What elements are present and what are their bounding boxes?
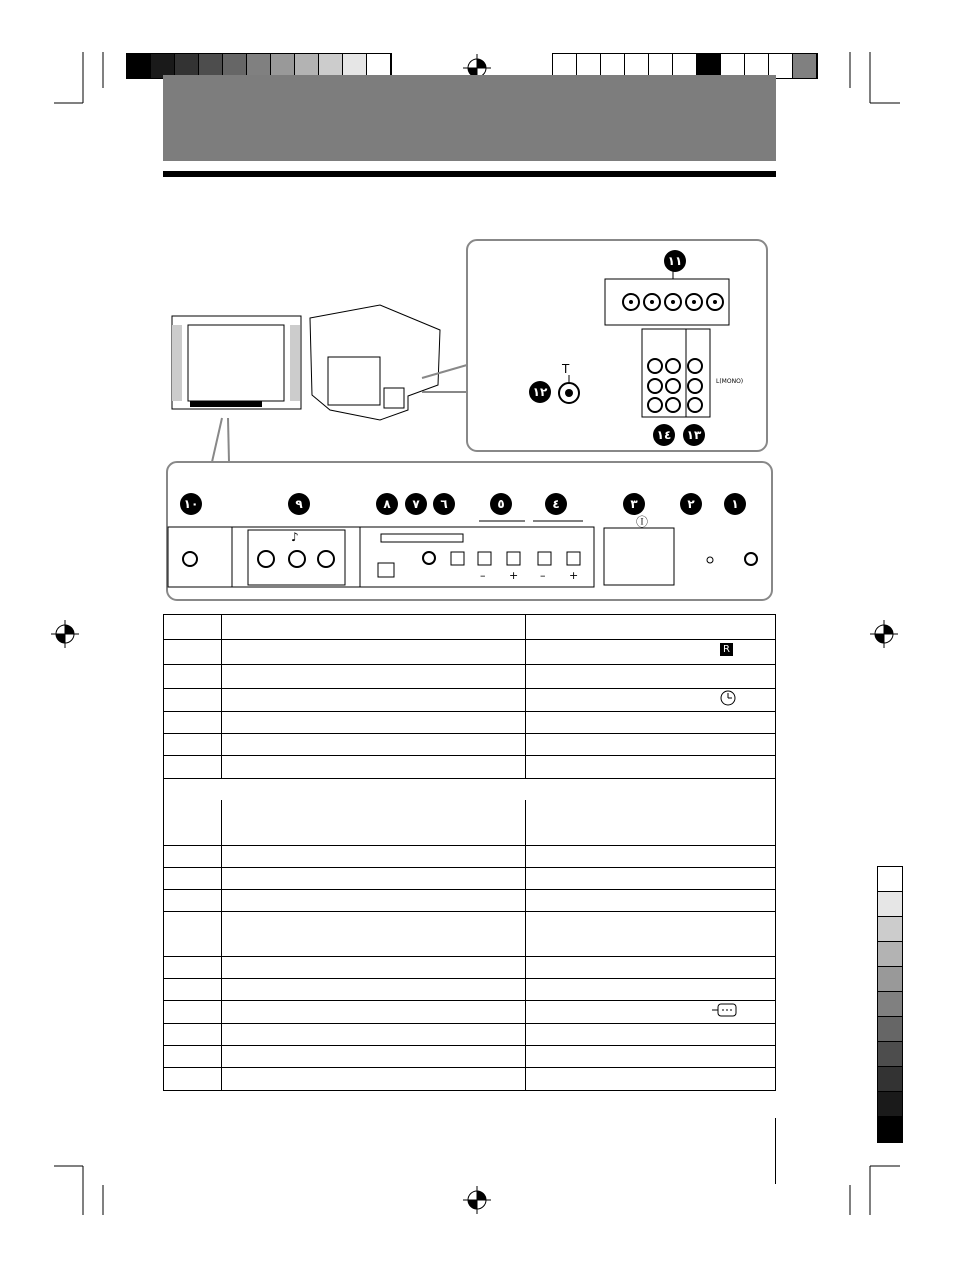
table-column-divider: [221, 845, 222, 867]
clock-icon: [719, 689, 737, 707]
table-column-divider: [525, 911, 526, 956]
table-row: [163, 889, 776, 912]
table-row: [163, 711, 776, 734]
callout-14: ١٤: [653, 424, 675, 446]
callout-5: ٥: [490, 493, 512, 515]
table-column-divider: [221, 956, 222, 978]
callout-13: ١٣: [683, 424, 705, 446]
table-column-divider: [525, 1067, 526, 1090]
table-row: [163, 688, 776, 712]
table-column-divider: [221, 1000, 222, 1023]
table-column-divider: [525, 978, 526, 1000]
table-row: [163, 867, 776, 890]
antenna-label: Τ: [562, 362, 570, 376]
table-column-divider: [525, 733, 526, 755]
table-column-divider: [221, 733, 222, 755]
table-column-divider: [221, 664, 222, 688]
program-minus-label: –: [540, 569, 546, 582]
table-column-divider: [221, 1045, 222, 1067]
table-column-divider: [221, 889, 222, 911]
table-column-divider: [525, 845, 526, 867]
callout-7: ٧: [405, 493, 427, 515]
volume-minus-label: –: [480, 569, 486, 582]
table-column-divider: [525, 1023, 526, 1045]
table-row: [163, 778, 776, 801]
page-margin-line: [775, 1118, 776, 1184]
callout-4: ٤: [545, 493, 567, 515]
table-column-divider: [525, 800, 526, 845]
table-row: [163, 755, 776, 779]
table-column-divider: [525, 1000, 526, 1023]
table-column-divider: [525, 889, 526, 911]
table-column-divider: [221, 639, 222, 664]
callout-9: ٩: [288, 493, 310, 515]
table-row: [163, 733, 776, 756]
table-row: [163, 956, 776, 979]
table-column-divider: [525, 755, 526, 778]
volume-plus-label: +: [509, 569, 519, 582]
table-column-divider: [221, 614, 222, 639]
table-column-divider: [221, 711, 222, 733]
table-row: [163, 664, 776, 689]
callout-12: ١٢: [529, 381, 551, 403]
table-column-divider: [525, 867, 526, 889]
callout-2: ٢: [680, 493, 702, 515]
program-plus-label: +: [569, 569, 579, 582]
table-column-divider: [221, 800, 222, 845]
table-row: [163, 1045, 776, 1068]
callout-10: ١٠: [180, 493, 202, 515]
r-icon: R: [720, 643, 733, 656]
table-column-divider: [221, 1067, 222, 1090]
note-symbol: ♪: [291, 530, 299, 544]
table-column-divider: [221, 755, 222, 778]
table-column-divider: [525, 614, 526, 639]
callout-6: ٦: [433, 493, 455, 515]
table-row: [163, 911, 776, 957]
rear-panel-diagram: [0, 0, 954, 620]
callout-11: ١١: [664, 250, 686, 272]
table-column-divider: [525, 688, 526, 711]
table-row: [163, 614, 776, 640]
table-row: [163, 978, 776, 1001]
table-column-divider: [221, 688, 222, 711]
table-column-divider: [525, 639, 526, 664]
table-column-divider: [221, 1023, 222, 1045]
table-column-divider: [525, 1045, 526, 1067]
teletext-icon: [712, 1002, 738, 1018]
table-row: [163, 639, 776, 665]
table-column-divider: [525, 664, 526, 688]
callout-3: ٣: [623, 493, 645, 515]
callout-1: ١: [724, 493, 746, 515]
table-row: [163, 1023, 776, 1046]
table-row: [163, 1000, 776, 1024]
table-column-divider: [221, 911, 222, 956]
mono-label: L(MONO): [716, 378, 744, 385]
table-row: [163, 800, 776, 846]
table-row: [163, 845, 776, 868]
table-column-divider: [525, 956, 526, 978]
table-column-divider: [221, 978, 222, 1000]
table-column-divider: [525, 711, 526, 733]
callout-8: ٨: [376, 493, 398, 515]
power-symbol: Ⓘ: [636, 515, 649, 529]
table-row: [163, 1067, 776, 1091]
table-column-divider: [221, 867, 222, 889]
